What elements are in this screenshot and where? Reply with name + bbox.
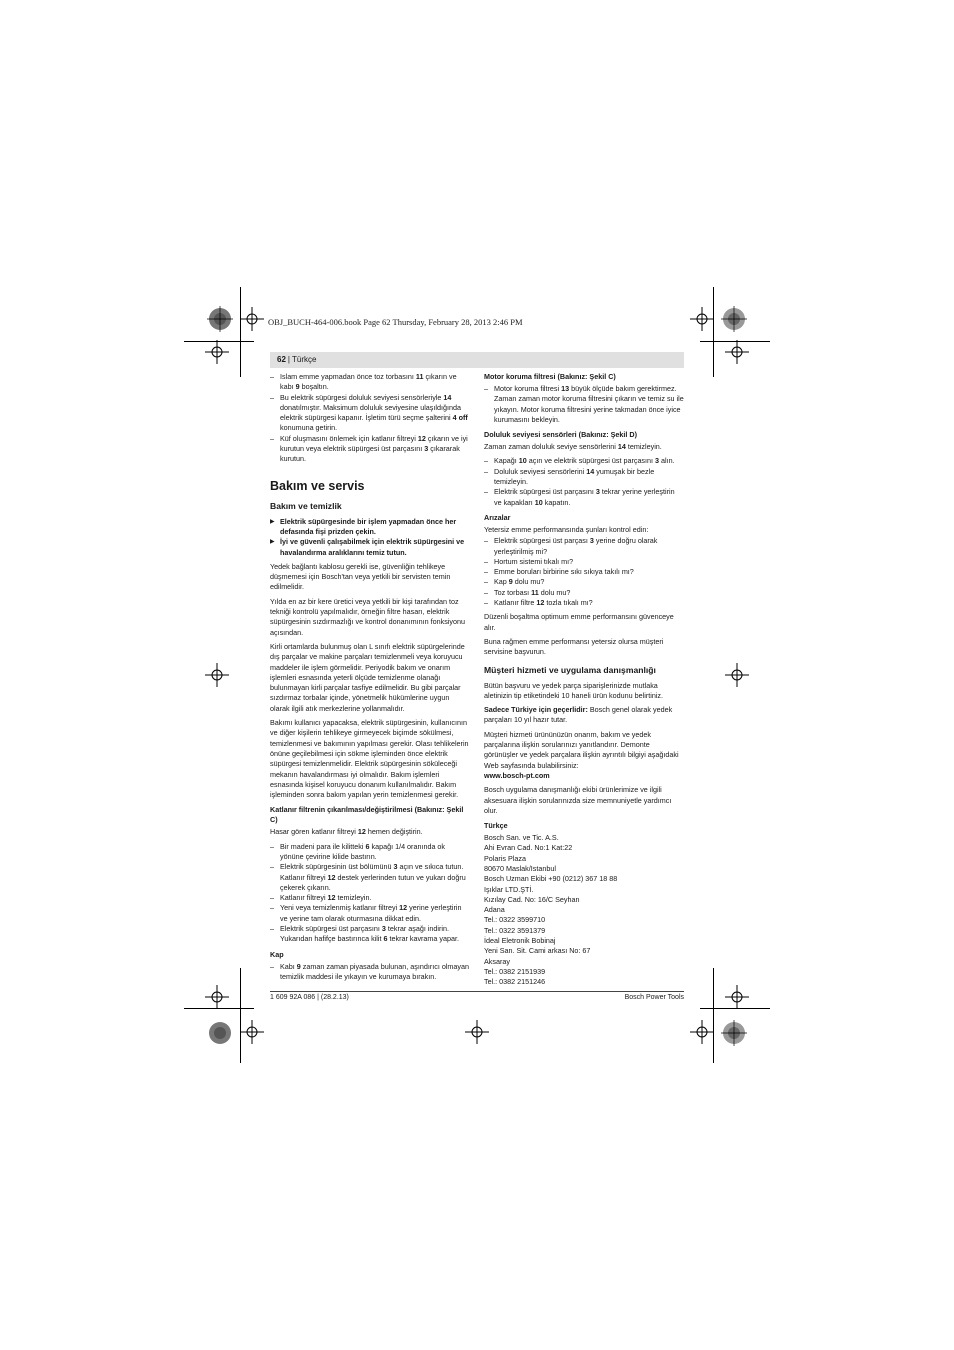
paragraph: Buna rağmen emme performansı yetersiz olursa müşteri servisine başvurun. — [484, 636, 664, 657]
service-heading: Müşteri hizmeti ve uygulama danışmanlığı — [484, 664, 656, 675]
kap-heading: Kap — [270, 949, 284, 959]
faults-list — [484, 536, 684, 608]
list-item: – Kap 9 dolu mu? — [484, 577, 684, 587]
address-line: Tel.: 0322 3599710 — [484, 915, 546, 925]
crosshair-icon — [465, 1020, 489, 1044]
page-language: Türkçe — [291, 355, 317, 364]
list-item: – Toz torbası 11 dolu mu? — [484, 588, 684, 598]
list-item: – Kapağı 10 açın ve elektrik süpürgesi üst parçasını 3 alın. — [484, 456, 684, 466]
filter-heading: Katlanır filtrenin çıkarılması/değiştirilmesi (Bakınız: Şekil C) — [270, 805, 464, 825]
address-line: Yeni San. Sit. Cami arkası No: 67 — [484, 946, 591, 956]
sensor-list — [484, 456, 684, 507]
left-column — [270, 372, 470, 986]
crop-mark — [184, 1008, 254, 1009]
color-bar-icon — [719, 1018, 749, 1048]
address-line: Tel.: 0382 2151246 — [484, 977, 546, 987]
crop-mark — [700, 341, 770, 342]
list-item: – Elektrik süpürgesi üst parçasını 3 tekrar yerine yerleştirin ve kapakları 10 kapatın. — [484, 487, 684, 508]
paragraph: Düzenli boşaltma optimum emme performansını güvenceye alır. — [484, 612, 674, 632]
color-bar-icon — [719, 304, 749, 334]
address-line: Tel.: 0322 3591379 — [484, 925, 546, 935]
header-bar — [270, 352, 684, 368]
paragraph: Yetersiz emme performansında şunları kontrol edin: — [484, 524, 649, 534]
list-item: – Küf oluşmasını önlemek için katlanır filtreyi 12 çıkarın ve iyi kurutun veya elektrik süpürgesi üst parçasını 3 çıkararak kurutun. — [270, 434, 470, 465]
crosshair-icon — [690, 1020, 714, 1044]
intro-list — [270, 372, 470, 465]
list-item: – Kabı 9 zaman zaman piyasada bulunan, aşındırıcı olmayan temizlik maddesi ile yıkayın ve kurumaya bırakın. — [270, 962, 470, 983]
address-line: 80670 Maslak/Istanbul — [484, 863, 556, 873]
list-item: – Doluluk seviyesi sensörlerini 14 yumuşak bir bezle temizleyin. — [484, 467, 684, 488]
crop-mark — [713, 287, 714, 377]
list-item: – Emme boruları birbirine sıkı sıkıya takılı mı? — [484, 567, 684, 577]
page-header — [277, 355, 316, 364]
paragraph: Hasar gören katlanır filtreyi 12 hemen değiştirin. — [270, 827, 423, 837]
paragraph: Bakımı kullanıcı yapacaksa, elektrik süpürgesinin, kullanıcının ve diğer kişilerin tehlikeye girmeyecek biçimde sökülmesi, temizlenmesi ve bakımının yapılması gerekir. Olası tehlikelerin önüne geçilebilmesi için sökme işleminden önce elektrik süpürgesi temizlenmelidir. Elektrik süpürgesinin söküleceği mekanın havalandırması iyi olmalıdır. Bakım işlemleri esnasında kişisel koruyucu donanım kullanılmalıdır. Bakım işleminden sonra bakım yapılan yerin temizlenmesi gerekir. — [270, 718, 469, 800]
address-line: Işıklar LTD.ŞTİ. — [484, 884, 534, 894]
crosshair-icon — [725, 663, 749, 687]
crosshair-icon — [690, 307, 714, 331]
warning-item: ▶ İyi ve güvenli çalışabilmek için elektrik süpürgesini ve havalandırma aralıklarını temiz tutun. — [270, 537, 470, 558]
list-item: – Yeni veya temizlenmiş katlanır filtreyi 12 yerine yerleştirin ve yerine tam olarak oturmasına dikkat edin. — [270, 903, 470, 924]
kap-list — [270, 962, 470, 983]
warning-item: ▶ Elektrik süpürgesinde bir işlem yapmadan önce her defasında fişi prizden çekin. — [270, 517, 470, 538]
address-line: Tel.: 0382 2151939 — [484, 966, 546, 976]
footer-rule — [270, 991, 684, 992]
list-item: – Katlanır filtreyi 12 temizleyin. — [270, 893, 470, 903]
crosshair-icon — [205, 985, 229, 1009]
list-item: – Katlanır filtre 12 tozla tıkalı mı? — [484, 598, 684, 608]
color-bar-icon — [205, 304, 235, 334]
color-bar-icon — [205, 1018, 235, 1048]
crop-mark — [240, 968, 241, 1063]
section-title: Bakım ve servis — [270, 478, 365, 493]
warning-list — [270, 517, 470, 558]
subsection-title: Bakım ve temizlik — [270, 500, 342, 511]
footer-brand: Bosch Power Tools — [624, 994, 684, 1001]
crosshair-icon — [725, 985, 749, 1009]
address-line: Adana — [484, 905, 505, 915]
crosshair-icon — [725, 340, 749, 364]
motor-list — [484, 384, 684, 425]
paragraph: Müşteri hizmeti ürününüzün onarım, bakım ve yedek parçalarına ilişkin sorularınızı yanıtlandırır. Demonte görünüşler ve yedek parçalara ilişkin ayrıntılı bilgiyi aşağıdaki Web sayfasında bulabilirsiniz: — [484, 729, 679, 770]
list-item: – Elektrik süpürgesinin üst bölümünü 3 açın ve sıkıca tutun. Katlanır filtreyi 12 destek yerlerinden tutun ve yukarı doğru çekerek çıkarın. — [270, 862, 470, 893]
faults-heading: Arızalar — [484, 512, 511, 522]
paragraph: Sadece Türkiye için geçerlidir: Bosch genel olarak yedek parçaları 10 yıl hazır tutar. — [484, 705, 673, 725]
list-item: – Elektrik süpürgesi üst parçasını 3 tekrar aşağı indirin. Yukarıdan hafifçe bastırınca kilit 6 tekrar kavrama yapar. — [270, 924, 470, 945]
sensor-heading: Doluluk seviyesi sensörleri (Bakınız: Şekil D) — [484, 430, 637, 440]
country-heading: Türkçe — [484, 821, 508, 831]
list-item: – Bir madeni para ile kilitteki 6 kapağı 1/4 oranında ok yönüne çevirine kilide bastırın. — [270, 842, 470, 863]
motor-heading: Motor koruma filtresi (Bakınız: Şekil C) — [484, 372, 616, 381]
paragraph: Kirli ortamlarda bulunmuş olan L sınıfı elektrik süpürgelerinde dış parçalar ve makine parçaları temizlenmeli veya koruyucu maddeler ile işlem görmelidir. Periyodik bakım ve onarım işlemleri esnasında yeterli ölçüde temizlenme olanağı bulunmayan kirli parçalar tasfiye edilmelidir. Bu gibi parçalar sızdırmaz torbalar içinde, yönetmelik hükümlerine uygun olarak ilgili atık merkezlerine yollanmalıdır. — [270, 641, 465, 713]
address-line: Aksaray — [484, 956, 510, 966]
paragraph: Yedek bağlantı kablosu gerekli ise, güvenliğin tehlikeye düşmemesi için Bosch'tan veya yetkili bir servisten temin edilmelidir. — [270, 561, 451, 592]
list-item: – Bu elektrik süpürgesi doluluk seviyesi sensörleriyle 14 donatılmıştır. Maksimum doluluk seviyesine ulaşıldığında elektrik süpürgesi kapanır. İşletim türü seçme şalterini 4 off konumuna getirin. — [270, 393, 470, 434]
address-line: İdeal Eletronik Bobinaj — [484, 936, 556, 946]
list-item: – Motor koruma filtresi 13 büyük ölçüde bakım gerektirmez. Zaman zaman motor koruma filtresini çıkarın ve temiz su ile yıkayın. Motor koruma filtresini yerine takmadan önce iyice kurumasını bekleyin. — [484, 384, 684, 425]
paragraph: Zaman zaman doluluk seviye sensörlerini 14 temizleyin. — [484, 442, 662, 452]
paragraph: Bütün başvuru ve yedek parça siparişlerinizde mutlaka aletinizin tip etiketindeki 10 haneli ürün kodunu belirtiniz. — [484, 680, 663, 700]
list-item: – Hortum sistemi tıkalı mı? — [484, 557, 684, 567]
filter-list — [270, 842, 470, 945]
crosshair-icon — [205, 663, 229, 687]
page-separator: | — [287, 355, 290, 364]
address-block — [484, 833, 684, 987]
address-line: Bosch San. ve Tic. A.S. — [484, 833, 559, 843]
crosshair-icon — [240, 307, 264, 331]
crop-mark — [184, 341, 254, 342]
print-info: OBJ_BUCH-464-006.book Page 62 Thursday, February 28, 2013 2:46 PM — [268, 317, 523, 327]
list-item: – Islam emme yapmadan önce toz torbasını 11 çıkarın ve kabı 9 boşaltın. — [270, 372, 470, 393]
crosshair-icon — [240, 1020, 264, 1044]
address-line: Kızılay Cad. No: 16/C Seyhan — [484, 894, 580, 904]
paragraph: Yılda en az bir kere üretici veya yetkili bir kişi tarafından toz tekniği kontrolü yapılmalıdır, örneğin filtre hasarı, elektrik süpürgesinin sızdırmazlığı ve kontrol donanımının fonksiyonu açısından. — [270, 596, 465, 637]
page-number: 62 — [277, 355, 286, 364]
right-column — [484, 372, 684, 988]
footer-code: 1 609 92A 086 | (28.2.13) — [270, 994, 349, 1001]
address-line: Bosch Uzman Ekibi +90 (0212) 367 18 88 — [484, 874, 618, 884]
address-line: Ahi Evran Cad. No:1 Kat:22 — [484, 843, 573, 853]
service-url[interactable]: www.bosch-pt.com — [484, 770, 550, 780]
address-line: Polaris Plaza — [484, 853, 526, 863]
crosshair-icon — [205, 340, 229, 364]
crop-mark — [700, 1008, 770, 1009]
paragraph: Bosch uygulama danışmanlığı ekibi ürünlerimize ve ilgili aksesuara ilişkin sorularınızda size memnuniyetle yardımcı olur. — [484, 785, 672, 815]
crop-mark — [713, 968, 714, 1063]
crop-mark — [240, 287, 241, 377]
list-item: – Elektrik süpürgesi üst parçası 3 yerine doğru olarak yerleştirilmiş mi? — [484, 536, 684, 557]
